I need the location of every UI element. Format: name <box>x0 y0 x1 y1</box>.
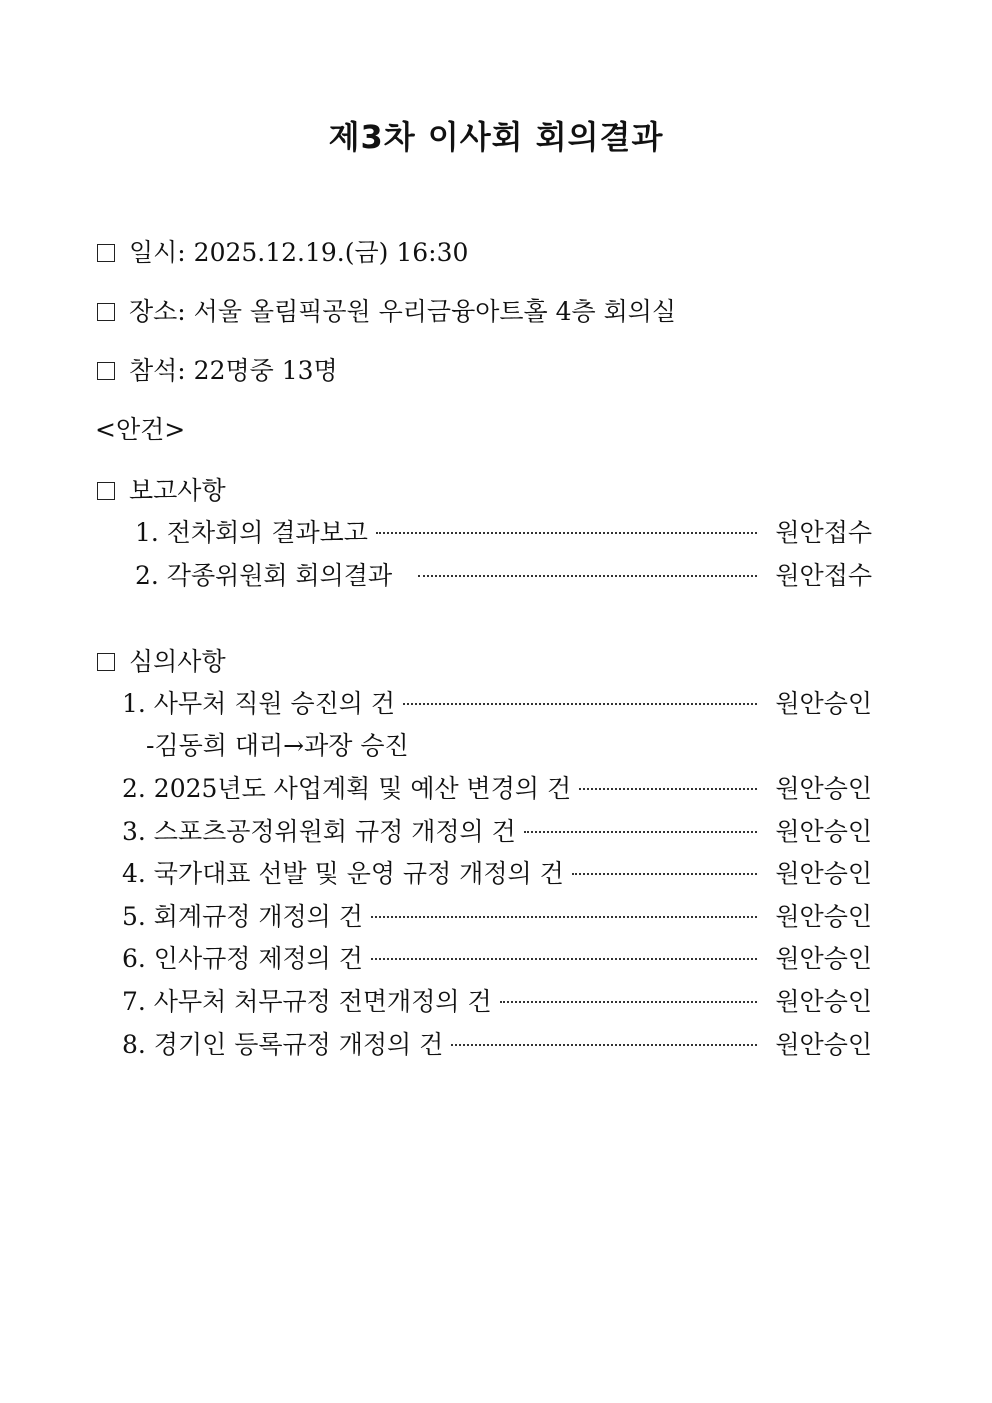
leader-dots <box>524 831 758 833</box>
deliberation-item-result: 원안승인 <box>775 1030 872 1059</box>
info-date: 일시: 2025.12.19.(금) 16:30 <box>97 236 468 270</box>
deliberation-item-result: 원안승인 <box>775 817 872 846</box>
deliberation-item-result: 원안승인 <box>775 689 872 718</box>
checkbox-square-icon <box>97 244 115 262</box>
leader-dots <box>579 788 757 790</box>
deliberation-item-result: 원안승인 <box>775 774 872 803</box>
leader-dots <box>403 703 757 705</box>
deliberation-item-label: 1. 사무처 직원 승진의 건 <box>122 689 395 718</box>
leader-dots <box>371 916 757 918</box>
report-item <box>135 559 872 593</box>
deliberation-item-label: 7. 사무처 처무규정 전면개정의 건 <box>122 987 492 1016</box>
report-item <box>135 516 872 550</box>
deliberation-item <box>122 900 872 934</box>
info-attendance: 참석: 22명중 13명 <box>97 354 338 388</box>
report-item-result: 원안접수 <box>775 518 872 547</box>
agenda-label: <안건> <box>95 415 186 444</box>
leader-dots <box>451 1044 757 1046</box>
deliberation-item-result: 원안승인 <box>775 859 872 888</box>
deliberation-item-result: 원안승인 <box>775 944 872 973</box>
deliberation-item <box>122 772 872 806</box>
leader-dots <box>376 532 757 534</box>
deliberation-item <box>122 985 872 1019</box>
deliberation-item <box>122 815 872 849</box>
document-title: 제3차 이사회 회의결과 <box>328 118 664 156</box>
deliberation-item-result: 원안승인 <box>775 987 872 1016</box>
deliberation-heading: 심의사항 <box>97 645 226 679</box>
deliberation-item <box>122 687 872 721</box>
deliberation-item-label: 4. 국가대표 선발 및 운영 규정 개정의 건 <box>122 859 564 888</box>
checkbox-square-icon <box>97 362 115 380</box>
deliberation-item-label: 8. 경기인 등록규정 개정의 건 <box>122 1030 444 1059</box>
deliberation-note: -김동희 대리→과장 승진 <box>146 731 409 760</box>
deliberation-item <box>122 857 872 891</box>
info-place: 장소: 서울 올림픽공원 우리금융아트홀 4층 회의실 <box>97 295 676 329</box>
checkbox-square-icon <box>97 303 115 321</box>
leader-dots <box>371 958 757 960</box>
report-heading: 보고사항 <box>97 474 226 508</box>
leader-dots <box>500 1001 758 1003</box>
deliberation-item-result: 원안승인 <box>775 902 872 931</box>
leader-dots <box>418 575 757 577</box>
checkbox-square-icon <box>97 482 115 500</box>
deliberation-item-label: 6. 인사규정 제정의 건 <box>122 944 363 973</box>
deliberation-item <box>122 942 872 976</box>
deliberation-item <box>122 1028 872 1062</box>
deliberation-item-label: 5. 회계규정 개정의 건 <box>122 902 363 931</box>
deliberation-item-label: 2. 2025년도 사업계획 및 예산 변경의 건 <box>122 774 572 803</box>
deliberation-item-label: 3. 스포츠공정위원회 규정 개정의 건 <box>122 817 516 846</box>
report-item-label: 1. 전차회의 결과보고 <box>135 518 368 547</box>
report-item-result: 원안접수 <box>775 561 872 590</box>
report-item-label: 2. 각종위원회 회의결과 <box>135 561 393 590</box>
leader-dots <box>572 873 758 875</box>
checkbox-square-icon <box>97 653 115 671</box>
